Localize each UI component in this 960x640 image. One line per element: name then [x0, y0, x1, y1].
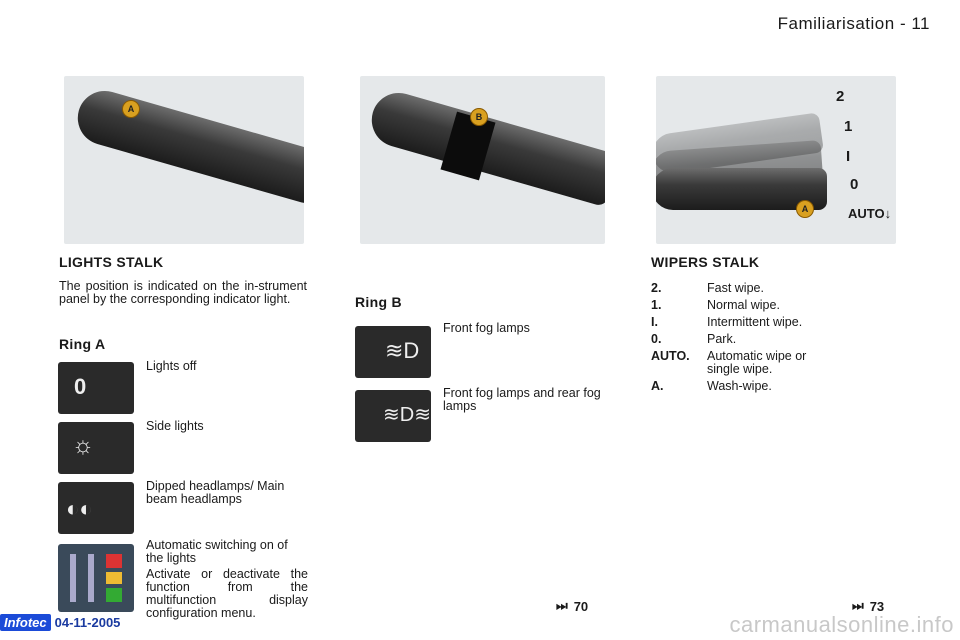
- ring-b-ref-page: 70: [573, 598, 589, 614]
- page-header: [778, 14, 930, 34]
- lights-off-thumbnail: [58, 362, 134, 414]
- wiper-level-auto: AUTO↓: [848, 206, 892, 221]
- wipers-stalk-photo: [656, 76, 896, 244]
- ring-b-item-front-rear-fog: Front fog lamps and rear fog lamps: [443, 386, 601, 413]
- ring-b-item-front-fog: Front fog lamps: [443, 321, 530, 335]
- lights-stalk-photo: [64, 76, 304, 244]
- wiper-level-1: 1: [844, 118, 853, 135]
- header-separator: -: [899, 14, 907, 33]
- section-title: Familiarisation: [777, 14, 895, 33]
- footer-date: [0, 614, 120, 631]
- headlamps-icon: ◐◐: [66, 496, 93, 521]
- front-fog-thumbnail: [355, 326, 431, 378]
- ring-a-title: Ring A: [59, 336, 106, 352]
- wipers-list: [651, 282, 837, 397]
- lights-intro-text: The position is indicated on the in-strument panel by the corresponding indicator light.: [59, 279, 307, 306]
- front-rear-fog-thumbnail: [355, 390, 431, 442]
- ring-a-badge: A: [122, 100, 140, 118]
- ring-a-item-auto: Automatic switching on of the lights: [146, 538, 288, 565]
- side-lights-thumbnail: [58, 422, 134, 474]
- wipers-item: 0. Park.: [651, 332, 737, 346]
- page-number: 11: [911, 14, 930, 33]
- lights-off-icon: 0: [74, 374, 87, 399]
- front-rear-fog-icon: ≋D≋: [383, 404, 431, 426]
- ring-a-item-headlamps: Dipped headlamps/ Main beam headlamps: [146, 479, 285, 506]
- wipers-item: A. Wash-wipe.: [651, 379, 772, 393]
- wiper-level-0: 0: [850, 176, 859, 193]
- auto-lights-note: Activate or deactivate the function from the multifunction display configuration menu.: [146, 567, 308, 620]
- wipers-item: 2. Fast wipe.: [651, 281, 764, 295]
- wash-wipe-badge: A: [796, 200, 814, 218]
- ring-b-badge: B: [470, 108, 488, 126]
- ring-b-photo: [360, 76, 605, 244]
- ring-a-item-lights-off: Lights off: [146, 359, 197, 373]
- headlamps-thumbnail: [58, 482, 134, 534]
- print-date: 04-11-2005: [54, 615, 121, 630]
- fast-forward-icon: ⏭: [556, 598, 568, 613]
- ring-b-page-reference[interactable]: [556, 598, 588, 614]
- side-lights-icon: ☼: [72, 432, 94, 459]
- front-fog-icon: ≋D: [385, 338, 420, 363]
- watermark: carmanualsonline.info: [729, 612, 954, 637]
- wipers-stalk-title: WIPERS STALK: [651, 254, 760, 270]
- wipers-item: 1. Normal wipe.: [651, 298, 780, 312]
- wiper-level-2: 2: [836, 88, 845, 105]
- wiper-level-intermittent: I: [846, 148, 851, 165]
- auto-lights-thumbnail: [58, 544, 134, 612]
- infotec-logo: Infotec: [0, 614, 51, 631]
- wipers-item: I. Intermittent wipe.: [651, 315, 803, 329]
- ring-b-title: Ring B: [355, 294, 402, 310]
- fast-forward-icon: ⏭: [852, 598, 864, 613]
- lights-stalk-title: LIGHTS STALK: [59, 254, 164, 270]
- ring-a-item-side-lights: Side lights: [146, 419, 204, 433]
- wipers-item: AUTO. Automatic wipe or single wipe.: [651, 349, 807, 376]
- wipers-ref-page: 73: [869, 598, 885, 614]
